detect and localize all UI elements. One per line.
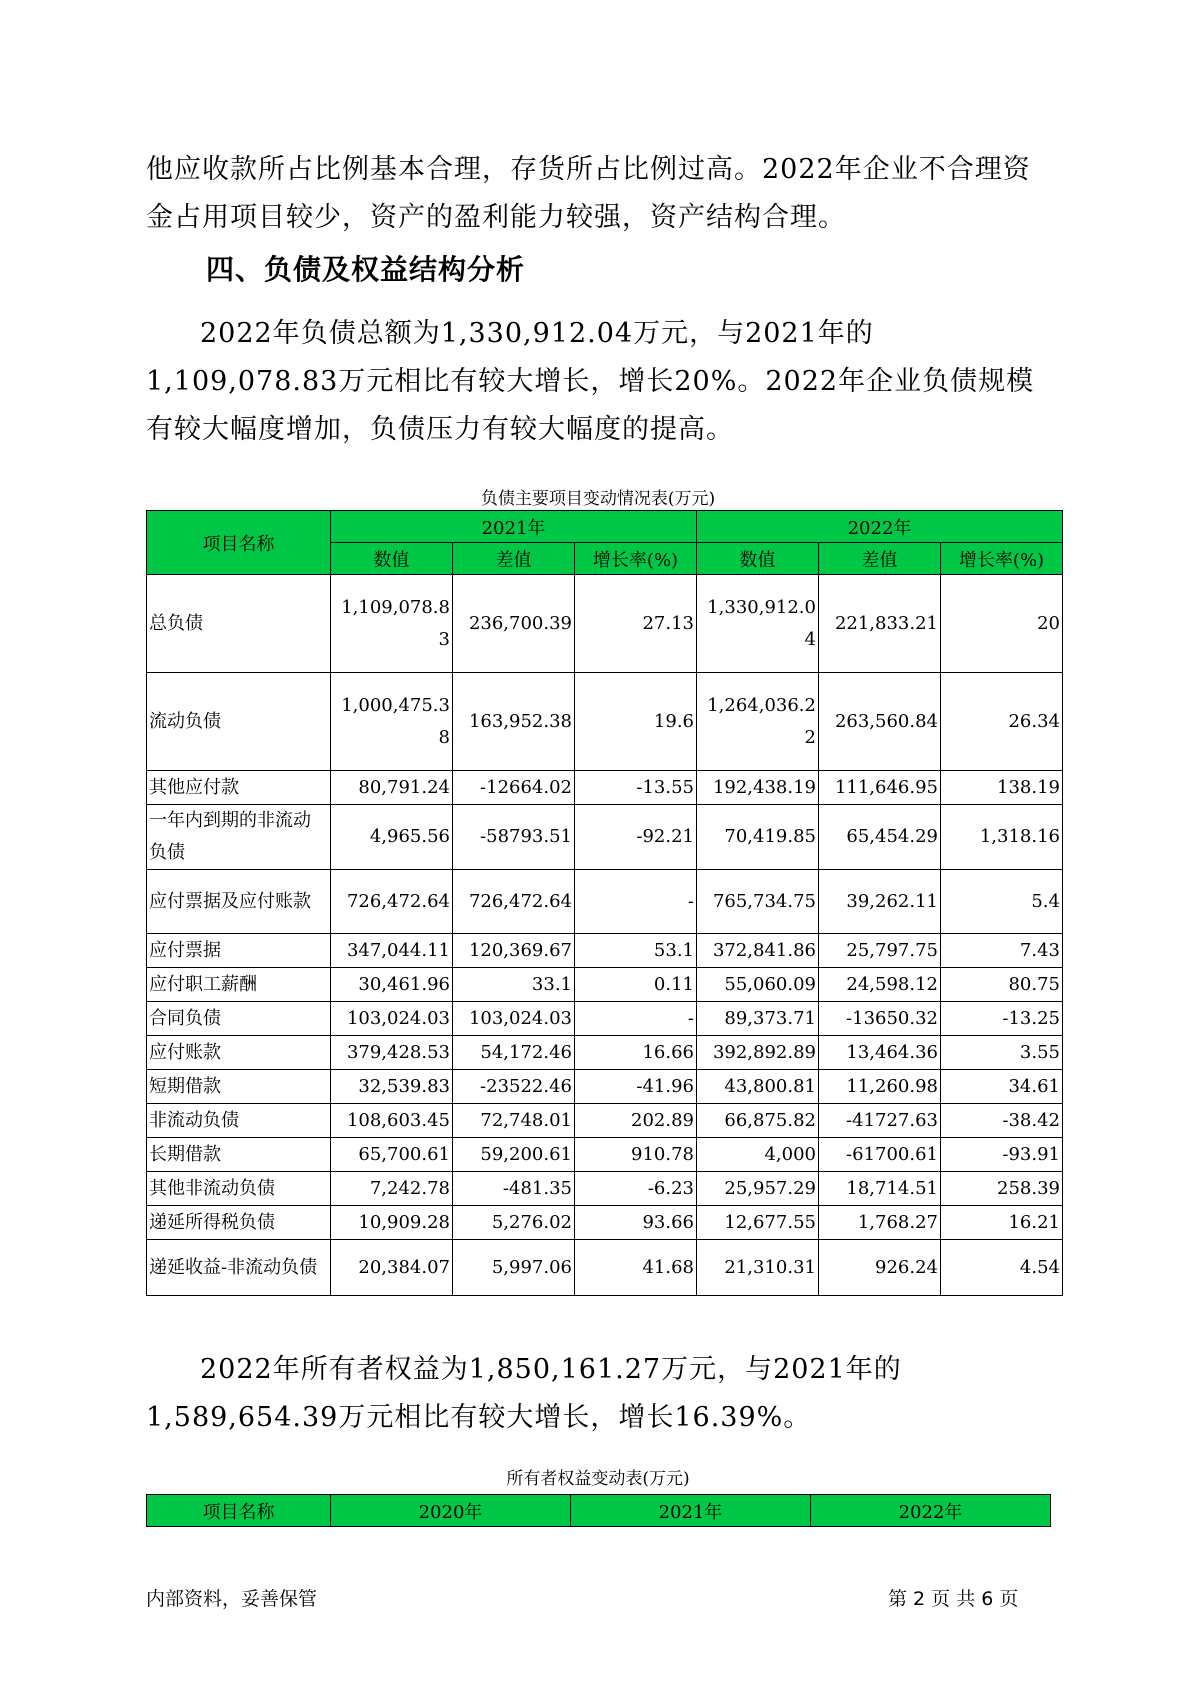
row-cell: 108,603.45 bbox=[331, 1104, 453, 1138]
section-heading: 四、负债及权益结构分析 bbox=[206, 253, 526, 286]
row-cell: 103,024.03 bbox=[453, 1002, 575, 1036]
row-cell: 33.1 bbox=[453, 968, 575, 1002]
row-cell: 54,172.46 bbox=[453, 1036, 575, 1070]
row-cell: 347,044.11 bbox=[331, 934, 453, 968]
row-cell: 12,677.55 bbox=[697, 1206, 819, 1240]
row-cell: -61700.61 bbox=[819, 1138, 941, 1172]
table-row bbox=[147, 575, 1063, 673]
row-item-name: 其他非流动负债 bbox=[147, 1172, 331, 1206]
row-cell: 120,369.67 bbox=[453, 934, 575, 968]
table-row bbox=[147, 1002, 1063, 1036]
row-cell: 392,892.89 bbox=[697, 1036, 819, 1070]
row-cell: 55,060.09 bbox=[697, 968, 819, 1002]
row-item-name: 短期借款 bbox=[147, 1070, 331, 1104]
row-cell: 4.54 bbox=[941, 1240, 1063, 1296]
row-cell: 3.55 bbox=[941, 1036, 1063, 1070]
row-cell: 263,560.84 bbox=[819, 673, 941, 771]
table-row bbox=[147, 1138, 1063, 1172]
row-cell: 65,700.61 bbox=[331, 1138, 453, 1172]
row-item-name: 递延所得税负债 bbox=[147, 1206, 331, 1240]
row-item-name: 其他应付款 bbox=[147, 771, 331, 805]
footer-page-number: 第 2 页 共 6 页 bbox=[888, 1588, 1019, 1610]
table-row bbox=[147, 673, 1063, 771]
table-row bbox=[147, 968, 1063, 1002]
row-cell: 5,997.06 bbox=[453, 1240, 575, 1296]
row-item-name: 应付职工薪酬 bbox=[147, 968, 331, 1002]
row-item-name: 非流动负债 bbox=[147, 1104, 331, 1138]
row-cell: -12664.02 bbox=[453, 771, 575, 805]
header-year-2021: 2021年 bbox=[571, 1495, 811, 1527]
row-cell: 59,200.61 bbox=[453, 1138, 575, 1172]
row-cell: 70,419.85 bbox=[697, 805, 819, 870]
row-cell: -41.96 bbox=[575, 1070, 697, 1104]
row-cell: -6.23 bbox=[575, 1172, 697, 1206]
table-row bbox=[147, 1240, 1063, 1296]
row-cell: 10,909.28 bbox=[331, 1206, 453, 1240]
row-cell: 7,242.78 bbox=[331, 1172, 453, 1206]
row-cell: 0.11 bbox=[575, 968, 697, 1002]
row-cell: 39,262.11 bbox=[819, 870, 941, 934]
row-cell: 16.66 bbox=[575, 1036, 697, 1070]
row-cell: -13650.32 bbox=[819, 1002, 941, 1036]
row-cell: 202.89 bbox=[575, 1104, 697, 1138]
row-cell: - bbox=[575, 1002, 697, 1036]
subheader-growth: 增长率(%) bbox=[941, 543, 1063, 575]
row-cell: -92.21 bbox=[575, 805, 697, 870]
row-cell: -41727.63 bbox=[819, 1104, 941, 1138]
row-cell: 11,260.98 bbox=[819, 1070, 941, 1104]
row-cell: 25,957.29 bbox=[697, 1172, 819, 1206]
table-row bbox=[147, 1172, 1063, 1206]
row-cell: 4,000 bbox=[697, 1138, 819, 1172]
row-item-name: 合同负债 bbox=[147, 1002, 331, 1036]
row-cell: 163,952.38 bbox=[453, 673, 575, 771]
row-cell: 111,646.95 bbox=[819, 771, 941, 805]
row-cell: 27.13 bbox=[575, 575, 697, 673]
row-cell: 103,024.03 bbox=[331, 1002, 453, 1036]
row-cell: 30,461.96 bbox=[331, 968, 453, 1002]
table-row bbox=[147, 1206, 1063, 1240]
row-cell: 138.19 bbox=[941, 771, 1063, 805]
row-cell: 32,539.83 bbox=[331, 1070, 453, 1104]
row-cell: 26.34 bbox=[941, 673, 1063, 771]
row-cell: 910.78 bbox=[575, 1138, 697, 1172]
row-cell: 1,318.16 bbox=[941, 805, 1063, 870]
row-cell: 1,330,912.04 bbox=[697, 575, 819, 673]
row-cell: 93.66 bbox=[575, 1206, 697, 1240]
row-cell: 765,734.75 bbox=[697, 870, 819, 934]
header-year-2022: 2022年 bbox=[697, 511, 1063, 543]
table-row bbox=[147, 1070, 1063, 1104]
row-cell: 726,472.64 bbox=[453, 870, 575, 934]
row-cell: 20,384.07 bbox=[331, 1240, 453, 1296]
row-cell: 80.75 bbox=[941, 968, 1063, 1002]
row-cell: 1,109,078.83 bbox=[331, 575, 453, 673]
row-item-name: 总负债 bbox=[147, 575, 331, 673]
row-cell: 21,310.31 bbox=[697, 1240, 819, 1296]
row-cell: -58793.51 bbox=[453, 805, 575, 870]
table-caption-equity: 所有者权益变动表(万元) bbox=[506, 1469, 690, 1489]
table-row bbox=[147, 805, 1063, 870]
row-cell: 236,700.39 bbox=[453, 575, 575, 673]
row-cell: 24,598.12 bbox=[819, 968, 941, 1002]
equity-table bbox=[146, 1494, 1051, 1527]
row-cell: 65,454.29 bbox=[819, 805, 941, 870]
table-row bbox=[147, 870, 1063, 934]
header-item-name: 项目名称 bbox=[147, 1495, 331, 1527]
row-item-name: 应付账款 bbox=[147, 1036, 331, 1070]
row-cell: 89,373.71 bbox=[697, 1002, 819, 1036]
header-year-2022: 2022年 bbox=[811, 1495, 1051, 1527]
row-item-name: 长期借款 bbox=[147, 1138, 331, 1172]
row-cell: 13,464.36 bbox=[819, 1036, 941, 1070]
subheader-value: 数值 bbox=[331, 543, 453, 575]
row-item-name: 递延收益-非流动负债 bbox=[147, 1240, 331, 1296]
table-row bbox=[147, 771, 1063, 805]
row-cell: 18,714.51 bbox=[819, 1172, 941, 1206]
header-year-2021: 2021年 bbox=[331, 511, 697, 543]
row-cell: 41.68 bbox=[575, 1240, 697, 1296]
row-cell: 80,791.24 bbox=[331, 771, 453, 805]
header-year-2020: 2020年 bbox=[331, 1495, 571, 1527]
row-item-name: 流动负债 bbox=[147, 673, 331, 771]
row-cell: 19.6 bbox=[575, 673, 697, 771]
row-cell: 221,833.21 bbox=[819, 575, 941, 673]
footer-confidential: 内部资料，妥善保管 bbox=[146, 1588, 318, 1610]
table-caption-liabilities: 负债主要项目变动情况表(万元) bbox=[480, 489, 716, 509]
row-cell: 372,841.86 bbox=[697, 934, 819, 968]
row-cell: 192,438.19 bbox=[697, 771, 819, 805]
row-cell: 258.39 bbox=[941, 1172, 1063, 1206]
row-item-name: 应付票据 bbox=[147, 934, 331, 968]
table-row bbox=[147, 1036, 1063, 1070]
row-cell: 53.1 bbox=[575, 934, 697, 968]
row-item-name: 一年内到期的非流动负债 bbox=[147, 805, 331, 870]
paragraph-equity: 2022年所有者权益为1,850,161.27万元，与2021年的1,589,654.39万元相比有较大增长，增长16.39%。 bbox=[146, 1354, 902, 1433]
row-cell: 7.43 bbox=[941, 934, 1063, 968]
row-cell: 5,276.02 bbox=[453, 1206, 575, 1240]
row-cell: 20 bbox=[941, 575, 1063, 673]
row-cell: 5.4 bbox=[941, 870, 1063, 934]
row-cell: -481.35 bbox=[453, 1172, 575, 1206]
row-cell: 25,797.75 bbox=[819, 934, 941, 968]
row-cell: 1,000,475.38 bbox=[331, 673, 453, 771]
row-cell: 43,800.81 bbox=[697, 1070, 819, 1104]
paragraph-liabilities: 2022年负债总额为1,330,912.04万元，与2021年的1,109,078.83万元相比有较大增长，增长20%。2022年企业负债规模有较大幅度增加，负债压力有较大幅度的提高。 bbox=[146, 318, 1035, 445]
row-cell: -13.25 bbox=[941, 1002, 1063, 1036]
row-cell: 72,748.01 bbox=[453, 1104, 575, 1138]
row-item-name: 应付票据及应付账款 bbox=[147, 870, 331, 934]
row-cell: 379,428.53 bbox=[331, 1036, 453, 1070]
table-row bbox=[147, 1104, 1063, 1138]
row-cell: 726,472.64 bbox=[331, 870, 453, 934]
row-cell: -23522.46 bbox=[453, 1070, 575, 1104]
liabilities-table bbox=[146, 510, 1063, 1296]
subheader-diff: 差值 bbox=[819, 543, 941, 575]
row-cell: 66,875.82 bbox=[697, 1104, 819, 1138]
row-cell: 16.21 bbox=[941, 1206, 1063, 1240]
table-row bbox=[147, 934, 1063, 968]
subheader-value: 数值 bbox=[697, 543, 819, 575]
subheader-growth: 增长率(%) bbox=[575, 543, 697, 575]
row-cell: 4,965.56 bbox=[331, 805, 453, 870]
row-cell: -93.91 bbox=[941, 1138, 1063, 1172]
row-cell: -13.55 bbox=[575, 771, 697, 805]
subheader-diff: 差值 bbox=[453, 543, 575, 575]
row-cell: 34.61 bbox=[941, 1070, 1063, 1104]
row-cell: -38.42 bbox=[941, 1104, 1063, 1138]
header-item-name: 项目名称 bbox=[147, 511, 331, 575]
row-cell: 926.24 bbox=[819, 1240, 941, 1296]
row-cell: 1,264,036.22 bbox=[697, 673, 819, 771]
paragraph-continued: 他应收款所占比例基本合理，存货所占比例过高。2022年企业不合理资金占用项目较少，资产的盈利能力较强，资产结构合理。 bbox=[146, 154, 1031, 233]
row-cell: - bbox=[575, 870, 697, 934]
row-cell: 1,768.27 bbox=[819, 1206, 941, 1240]
